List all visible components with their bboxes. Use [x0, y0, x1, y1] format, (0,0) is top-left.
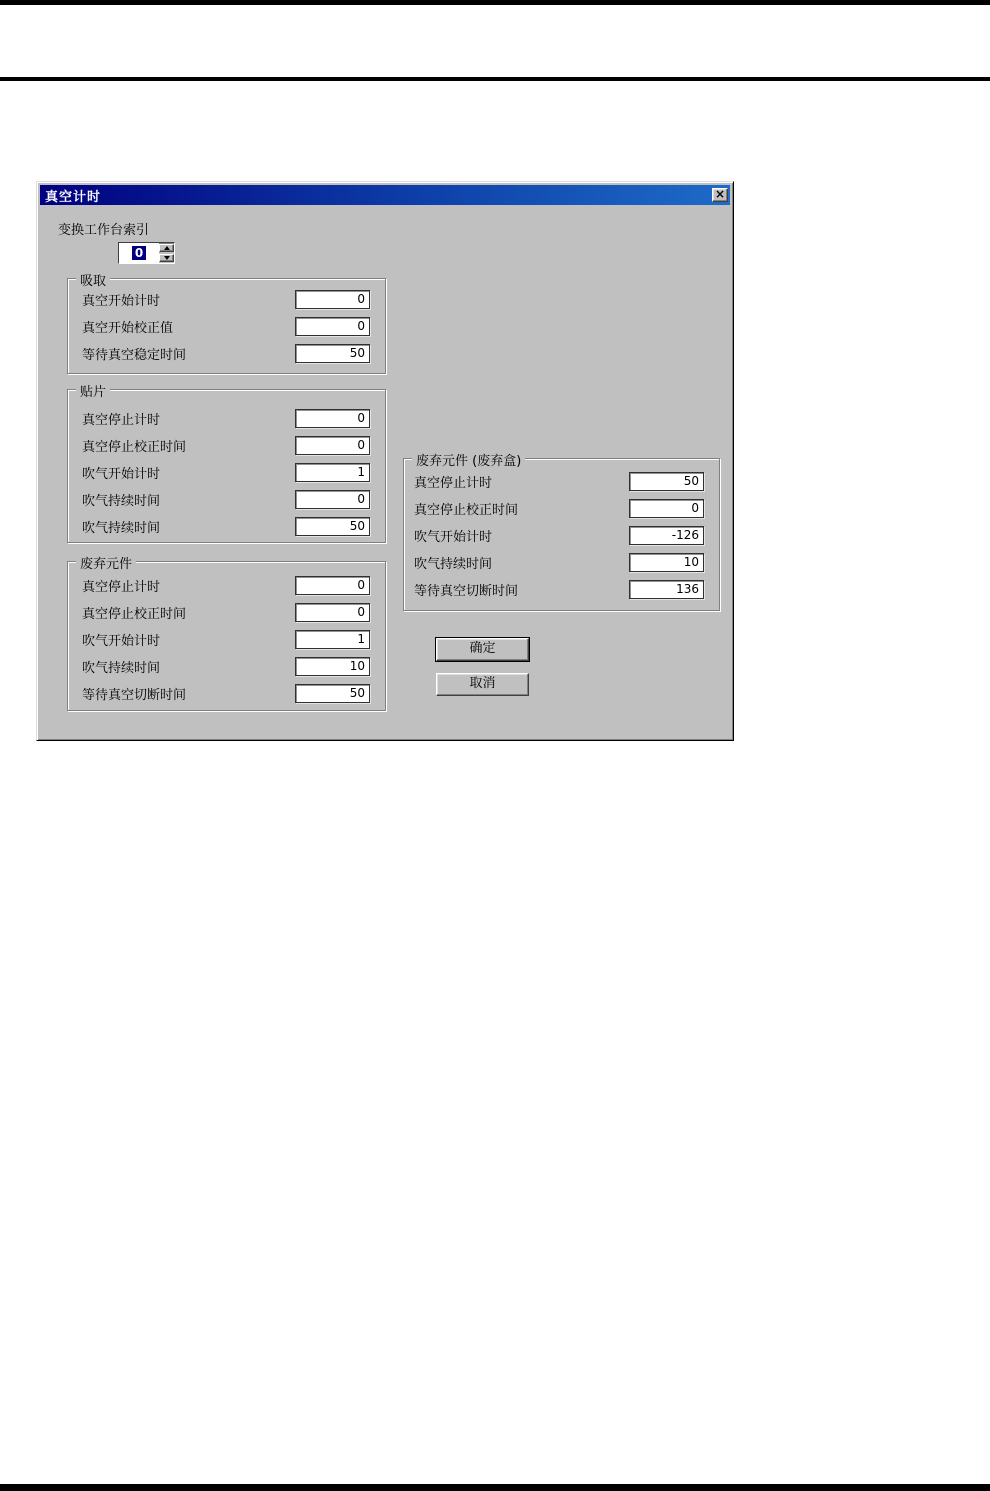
field-row [82, 462, 370, 482]
field-input[interactable]: 1 [295, 463, 370, 482]
field-label: 吹气开始计时 [414, 529, 493, 545]
spin-down-icon [164, 256, 170, 260]
field-input[interactable]: 0 [295, 436, 370, 455]
spin-down-button[interactable] [159, 254, 174, 262]
field-row [82, 602, 370, 622]
field-label: 吹气开始计时 [82, 633, 161, 649]
group-discard [67, 557, 386, 711]
top-rule [0, 0, 990, 5]
spinner-field[interactable] [119, 243, 159, 263]
field-row [414, 525, 704, 545]
field-row [82, 629, 370, 649]
group-placement [67, 385, 386, 543]
field-row [82, 489, 370, 509]
field-label: 等待真空切断时间 [82, 687, 187, 703]
field-label: 真空停止计时 [82, 412, 161, 428]
spinner-buttons [159, 243, 174, 263]
field-label: 吹气持续时间 [414, 556, 493, 572]
cancel-button[interactable]: 取消 [436, 673, 529, 696]
field-input[interactable]: -126 [629, 526, 704, 545]
field-row [82, 575, 370, 595]
field-row [82, 316, 370, 336]
workbench-index-label: 变换工作台索引 [58, 223, 150, 238]
field-row [82, 516, 370, 536]
field-row [82, 408, 370, 428]
workbench-index-spinner[interactable] [118, 242, 175, 264]
group-pickup [67, 274, 386, 374]
field-input[interactable]: 0 [295, 490, 370, 509]
field-input[interactable]: 50 [629, 472, 704, 491]
spin-up-icon [164, 246, 170, 250]
dialog-title: 真空计时 [45, 189, 102, 205]
field-label: 真空开始计时 [82, 293, 161, 309]
field-row [82, 289, 370, 309]
field-input[interactable]: 50 [295, 517, 370, 536]
field-row [414, 498, 704, 518]
group-discard-box [403, 454, 720, 611]
field-label: 吹气持续时间 [82, 520, 161, 536]
header-rule [0, 77, 990, 81]
spin-up-button[interactable] [159, 244, 174, 252]
field-input[interactable]: 136 [629, 580, 704, 599]
field-row [82, 656, 370, 676]
group-discard-title: 废弃元件 [76, 553, 136, 572]
footer-rule [0, 1484, 990, 1491]
field-input[interactable]: 50 [295, 344, 370, 363]
field-input[interactable]: 0 [295, 290, 370, 309]
field-input[interactable]: 0 [295, 603, 370, 622]
field-row [414, 471, 704, 491]
group-discard-box-title: 废弃元件 (废弃盒) [412, 450, 525, 469]
field-label: 等待真空切断时间 [414, 583, 519, 599]
vacuum-timing-dialog [36, 181, 734, 741]
field-row [414, 552, 704, 572]
field-input[interactable]: 0 [295, 409, 370, 428]
field-label: 真空停止计时 [414, 475, 493, 491]
field-row [82, 343, 370, 363]
field-label: 真空停止校正时间 [82, 606, 187, 622]
field-label: 真空停止校正时间 [414, 502, 519, 518]
field-input[interactable]: 0 [295, 576, 370, 595]
close-icon[interactable]: × [712, 188, 728, 202]
field-label: 吹气持续时间 [82, 660, 161, 676]
field-input[interactable]: 0 [629, 499, 704, 518]
field-row [82, 435, 370, 455]
field-input[interactable]: 0 [295, 317, 370, 336]
field-input[interactable]: 50 [295, 684, 370, 703]
field-label: 等待真空稳定时间 [82, 347, 187, 363]
field-label: 真空停止计时 [82, 579, 161, 595]
group-pickup-title: 吸取 [76, 270, 110, 289]
field-row [414, 579, 704, 599]
field-row [82, 683, 370, 703]
field-label: 吹气持续时间 [82, 493, 161, 509]
field-label: 吹气开始计时 [82, 466, 161, 482]
group-placement-title: 贴片 [76, 381, 110, 400]
dialog-titlebar[interactable] [40, 185, 730, 205]
field-label: 真空开始校正值 [82, 320, 174, 336]
field-label: 真空停止校正时间 [82, 439, 187, 455]
field-input[interactable]: 10 [629, 553, 704, 572]
ok-button[interactable]: 确定 [436, 638, 529, 661]
field-input[interactable]: 10 [295, 657, 370, 676]
spinner-value: 0 [132, 246, 146, 260]
field-input[interactable]: 1 [295, 630, 370, 649]
